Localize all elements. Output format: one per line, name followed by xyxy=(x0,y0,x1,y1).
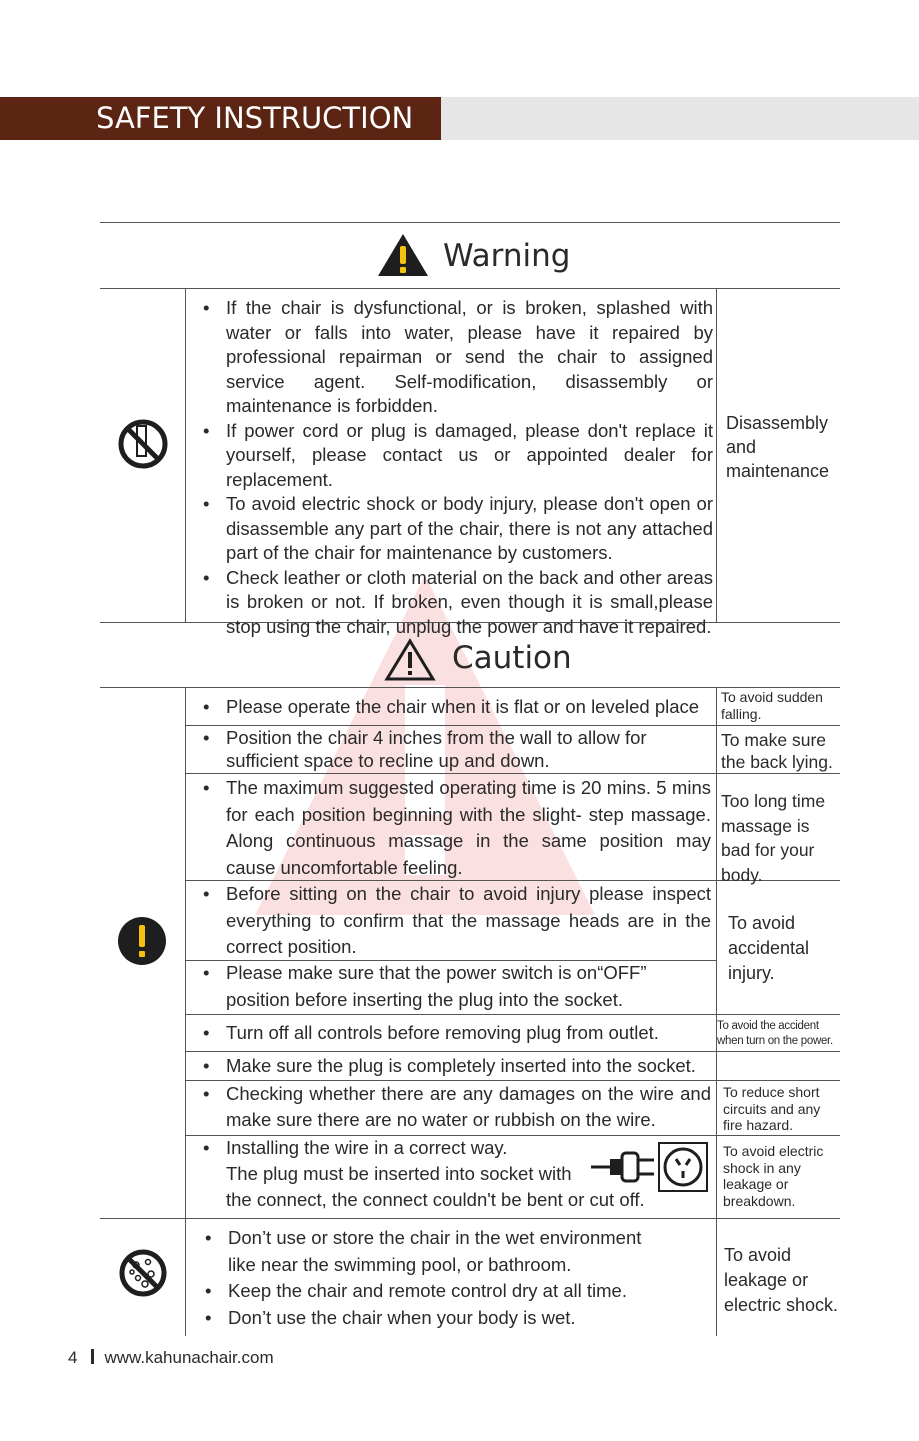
no-water-icon xyxy=(118,1248,168,1298)
warning-item: • If power cord or plug is damaged, please don't replace it yourself, please contact us or appointed dealer for replacement. xyxy=(203,419,713,493)
page-title: SAFETY INSTRUCTION xyxy=(0,97,441,140)
rule xyxy=(185,773,840,774)
caution-row-3 xyxy=(203,775,711,881)
caution-item: • Before sitting on the chair to avoid injury please inspect everything to confirm that the massage heads are in the correct position. xyxy=(203,881,711,961)
caution-triangle-icon xyxy=(384,638,436,682)
caution-item: • The maximum suggested operating time is 20 mins. 5 mins for each position beginning with the slight- step massage. Along continuous massage in the same position may cause uncomfortable feeling. xyxy=(203,775,711,881)
caution-side-note: Too long time massage is bad for your body. xyxy=(721,791,826,885)
rule xyxy=(100,222,840,223)
warning-list xyxy=(203,296,713,639)
warning-title: Warning xyxy=(443,238,571,274)
rule xyxy=(716,687,717,1218)
caution-item: • Checking whether there are any damages on the wire and make sure there are no water or rubbish on the wire. xyxy=(203,1081,711,1133)
caution-side-note: To avoid sudden falling. xyxy=(721,689,823,722)
rule xyxy=(100,288,840,289)
warning-side-note: Disassembly and maintenance xyxy=(726,413,830,481)
caution-side-note: To avoid accidental injury. xyxy=(728,913,810,983)
caution-row-2 xyxy=(203,726,673,772)
caution-row-1 xyxy=(203,695,713,720)
caution-row-5 xyxy=(203,960,715,1013)
water-item: • Don’t use or store the chair in the wet environment like near the swimming pool, or bathroom. xyxy=(205,1225,665,1278)
socket-icon xyxy=(657,1141,709,1193)
caution-item: • Position the chair 4 inches from the wall to allow for sufficient space to recline up and down. xyxy=(203,726,673,772)
plug-icon xyxy=(590,1147,656,1187)
rule xyxy=(185,1014,840,1015)
caution-side-note: To avoid electric shock in any leakage or breakdown. xyxy=(723,1143,824,1209)
rule xyxy=(185,1218,186,1336)
caution-row-6 xyxy=(203,1021,713,1046)
caution-item: • Please make sure that the power switch is on“OFF” position before inserting the plug into the socket. xyxy=(203,960,715,1013)
caution-item: • Turn off all controls before removing plug from outlet. xyxy=(203,1021,713,1046)
exclamation-icon xyxy=(117,916,167,966)
rule xyxy=(716,288,717,622)
caution-side-note: To make sure the back lying. xyxy=(721,730,833,772)
rule xyxy=(100,1218,840,1219)
no-disassembly-icon xyxy=(117,418,169,470)
water-side-note: To avoid leakage or electric shock. xyxy=(724,1245,839,1315)
footer-divider xyxy=(91,1349,94,1364)
footer-url[interactable]: www.kahunachair.com xyxy=(104,1348,274,1367)
water-list xyxy=(205,1225,665,1331)
caution-item-continuation: the connect, the connect couldn't be bent or cut off. xyxy=(226,1189,645,1210)
caution-item: • Installing the wire in a correct way. xyxy=(203,1135,643,1162)
footer xyxy=(68,1348,274,1368)
page-number: 4 xyxy=(68,1348,78,1367)
caution-row-9 xyxy=(203,1135,643,1162)
water-item: • Don’t use the chair when your body is wet. xyxy=(205,1305,665,1332)
caution-item-continuation: The plug must be inserted into socket with xyxy=(226,1163,572,1184)
rule xyxy=(185,687,186,1218)
caution-item: • Please operate the chair when it is flat or on leveled place xyxy=(203,695,713,720)
rule xyxy=(716,1218,717,1336)
rule xyxy=(185,1051,840,1052)
caution-side-note: To reduce short circuits and any fire hazard. xyxy=(723,1084,821,1133)
warning-item: • If the chair is dysfunctional, or is broken, splashed with water or falls into water, please have it repaired by professional repairman or send the chair to assigned service agent. Self-modification, disassembly or maintenance is forbidden. xyxy=(203,296,713,419)
caution-row-7 xyxy=(203,1054,713,1079)
warning-item: • To avoid electric shock or body injury, please don't open or disassemble any part of the chair, there is not any attached part of the chair for maintenance by customers. xyxy=(203,492,713,566)
caution-row-8 xyxy=(203,1081,711,1133)
caution-title: Caution xyxy=(452,640,572,676)
water-item: • Keep the chair and remote control dry at all time. xyxy=(205,1278,665,1305)
caution-row-4 xyxy=(203,881,711,961)
warning-triangle-icon xyxy=(376,232,430,278)
warning-item: • Check leather or cloth material on the back and other areas is broken or not. If broken, even though it is small,please stop using the chair, unplug the power and have it repaired. xyxy=(203,566,713,640)
caution-item: • Make sure the plug is completely inserted into the socket. xyxy=(203,1054,713,1079)
rule xyxy=(100,687,840,688)
caution-side-note: To avoid the accident when turn on the power. xyxy=(717,1020,833,1047)
rule xyxy=(185,288,186,622)
